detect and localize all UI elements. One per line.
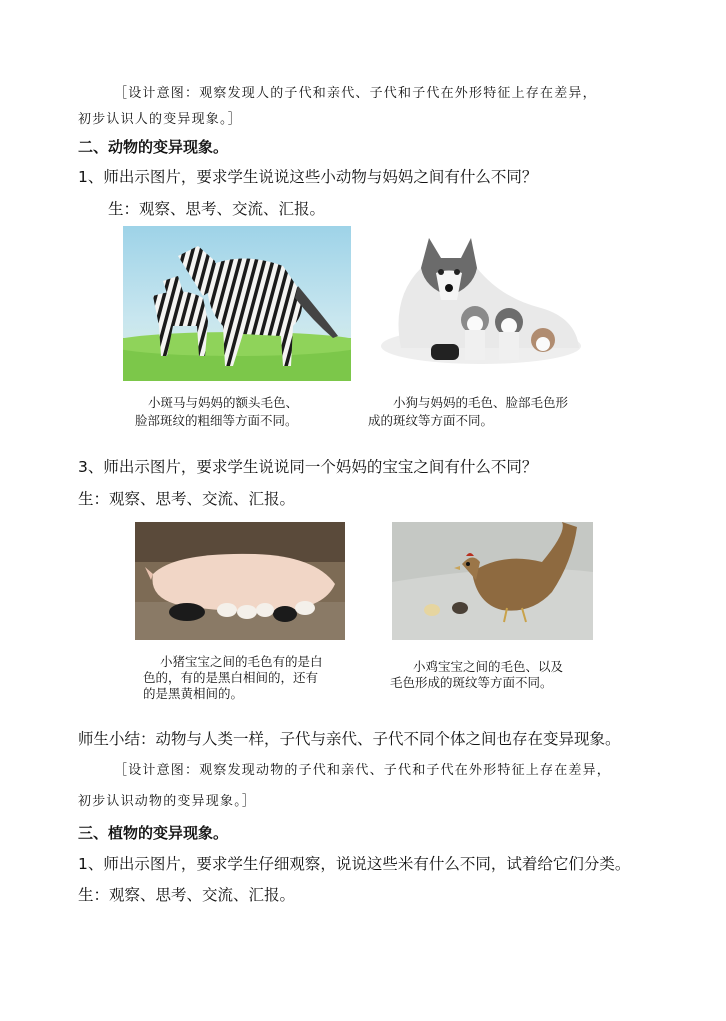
pig-caption-line: 的是黑黄相间的。 bbox=[143, 686, 244, 701]
activity-item: 1、师出示图片，要求学生说说这些小动物与妈妈之间有什么不同？ bbox=[78, 168, 538, 186]
pig-caption-line: 色的，有的是黑白相间的，还有 bbox=[143, 670, 319, 685]
chick-caption-line: 小鸡宝宝之间的毛色、以及 bbox=[413, 659, 564, 674]
student-response: 生：观察、思考、交流、汇报。 bbox=[78, 886, 296, 904]
husky-photo bbox=[381, 228, 581, 376]
dog-caption-line: 成的斑纹等方面不同。 bbox=[368, 413, 494, 428]
section-heading: 三、植物的变异现象。 bbox=[78, 824, 229, 842]
zebra-caption-line: 脸部斑纹的粗细等方面不同。 bbox=[135, 413, 298, 428]
design-note-line: ［设计意图：观察发现人的子代和亲代、子代和子代在外形特征上存在差异， bbox=[114, 86, 597, 101]
dog-caption-line: 小狗与妈妈的毛色、脸部毛色形 bbox=[393, 395, 569, 410]
section-heading: 二、动物的变异现象。 bbox=[78, 138, 229, 156]
summary-text: 师生小结：动物与人类一样，子代与亲代、子代不同个体之间也存在变异现象。 bbox=[78, 730, 621, 748]
hen-chicks-photo bbox=[392, 522, 593, 640]
pig-caption-line: 小猪宝宝之间的毛色有的是白 bbox=[160, 654, 323, 669]
design-note-line: ［设计意图：观察发现动物的子代和亲代、子代和子代在外形特征上存在差异， bbox=[114, 763, 612, 778]
zebra-caption-line: 小斑马与妈妈的额头毛色、 bbox=[148, 395, 299, 410]
sow-piglets-photo bbox=[135, 522, 345, 640]
student-response: 生：观察、思考、交流、汇报。 bbox=[78, 490, 296, 508]
student-response: 生：观察、思考、交流、汇报。 bbox=[108, 200, 326, 218]
activity-item: 1、师出示图片，要求学生仔细观察，说说这些米有什么不同，试着给它们分类。 bbox=[78, 855, 631, 873]
chick-caption-line: 毛色形成的斑纹等方面不同。 bbox=[390, 675, 553, 690]
design-note-line: 初步认识动物的变异现象。］ bbox=[78, 794, 257, 809]
zebra-photo bbox=[123, 226, 351, 381]
activity-item: 3、师出示图片，要求学生说说同一个妈妈的宝宝之间有什么不同？ bbox=[78, 458, 538, 476]
design-note-line: 初步认识人的变异现象。］ bbox=[78, 112, 242, 127]
